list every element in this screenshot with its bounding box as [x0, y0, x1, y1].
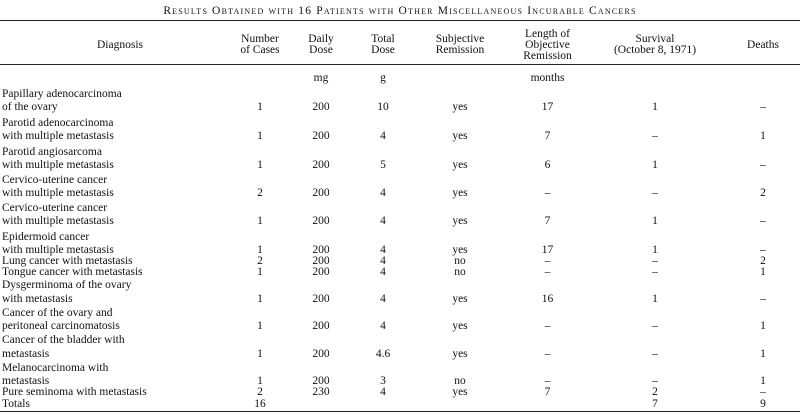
- header-rule: [0, 64, 800, 65]
- cell-subjective: yes: [452, 215, 468, 227]
- header-deaths: Deaths: [747, 39, 779, 51]
- cell-total-dose: 4: [380, 255, 386, 267]
- table-row: [0, 117, 800, 129]
- cell-length: 17: [541, 244, 554, 256]
- header-cases: [230, 34, 290, 56]
- cell-total-dose: 4: [380, 215, 386, 227]
- cell-diagnosis: Lung cancer with metastasis: [2, 255, 133, 267]
- cell-total-dose: 4: [380, 386, 386, 398]
- cell-total-dose: 4: [380, 320, 386, 332]
- header-total-line2: Dose: [371, 44, 395, 56]
- cell-cases: 1: [257, 320, 263, 332]
- unit-daily: mg: [313, 72, 329, 84]
- cell-diagnosis: Melanocarcinoma with: [2, 362, 109, 374]
- cell-length: 16: [541, 293, 554, 305]
- cell-cases: 1: [257, 375, 263, 387]
- header-cases-line2: of Cases: [240, 44, 280, 56]
- table-row: [0, 293, 800, 305]
- cell-length: –: [544, 187, 551, 199]
- cell-diagnosis: Parotid adenocarcinoma: [2, 117, 114, 129]
- cell-deaths: –: [760, 159, 766, 171]
- cell-subjective: yes: [452, 293, 468, 305]
- cell-deaths: –: [760, 293, 766, 305]
- table-row: [0, 279, 800, 291]
- cell-diagnosis: of the ovary: [2, 101, 58, 113]
- cell-daily-dose: 200: [312, 293, 330, 305]
- cell-cases: 2: [257, 187, 263, 199]
- cell-survival: –: [652, 348, 658, 360]
- cell-subjective: no: [454, 375, 466, 387]
- cell-length: 7: [544, 130, 551, 142]
- cell-subjective: yes: [452, 348, 468, 360]
- cell-daily-dose: 200: [312, 215, 330, 227]
- cell-cases: 2: [257, 386, 263, 398]
- cell-cases: 1: [257, 215, 263, 227]
- cell-subjective: yes: [452, 386, 468, 398]
- header-len-line2: Objective: [525, 39, 570, 51]
- cell-diagnosis: Totals: [2, 398, 30, 410]
- cell-total-dose: 3: [380, 375, 386, 387]
- header-daily-line2: Dose: [309, 44, 333, 56]
- table-row: [0, 266, 800, 278]
- cell-diagnosis: Cancer of the ovary and: [2, 307, 113, 319]
- cell-cases: 1: [257, 130, 263, 142]
- top-rule: [0, 20, 800, 21]
- cell-survival: –: [652, 320, 658, 332]
- cell-total-dose: 4: [380, 187, 386, 199]
- cell-total-dose: 4: [380, 293, 386, 305]
- header-daily-dose: [296, 34, 346, 56]
- cell-daily-dose: 230: [312, 386, 330, 398]
- cell-survival: –: [652, 375, 658, 387]
- header-len-line3: Remission: [523, 50, 572, 62]
- totals-row: [0, 398, 800, 410]
- cell-deaths: –: [760, 386, 766, 398]
- cell-diagnosis: Parotid angiosarcoma: [2, 146, 102, 158]
- table-row: [0, 146, 800, 158]
- unit-total: g: [380, 72, 386, 84]
- header-total-line1: Total: [371, 33, 395, 45]
- cell-deaths: –: [760, 244, 766, 256]
- table-row: [0, 101, 800, 113]
- table-row: [0, 174, 800, 186]
- cell-length: –: [544, 320, 551, 332]
- cell-diagnosis: Cervico-uterine cancer: [2, 202, 108, 214]
- cell-subjective: yes: [452, 187, 468, 199]
- cell-total-dose: 5: [380, 159, 386, 171]
- cell-daily-dose: 200: [312, 130, 330, 142]
- cell-daily-dose: 200: [312, 375, 330, 387]
- cell-diagnosis: with multiple metastasis: [2, 130, 114, 142]
- cell-subjective: yes: [452, 244, 468, 256]
- cell-subjective: yes: [452, 159, 468, 171]
- cell-survival: 1: [652, 101, 658, 113]
- cell-length: –: [544, 348, 551, 360]
- cell-survival: –: [652, 187, 658, 199]
- table-row: [0, 231, 800, 243]
- cell-diagnosis: with metastasis: [2, 293, 73, 305]
- cell-survival: –: [652, 255, 658, 267]
- header-cases-line1: Number: [241, 33, 279, 45]
- cell-survival: 2: [652, 386, 658, 398]
- cell-length: 7: [544, 386, 551, 398]
- header-length-objective-remission: [505, 29, 590, 62]
- table-title: Results Obtained with 16 Patients with Other Miscellaneous Incurable Cancers: [163, 5, 637, 17]
- table-row: [0, 202, 800, 214]
- cell-deaths: 9: [760, 398, 766, 410]
- cell-cases: 1: [257, 293, 263, 305]
- cell-total-dose: 4.6: [375, 348, 391, 360]
- table-row: [0, 159, 800, 171]
- cell-total-dose: 4: [380, 130, 386, 142]
- header-survival: [600, 34, 710, 56]
- cell-cases: 1: [257, 266, 263, 278]
- cell-diagnosis: with multiple metastasis: [2, 215, 114, 227]
- cell-daily-dose: 200: [312, 320, 330, 332]
- cell-total-dose: 10: [377, 101, 389, 113]
- cell-deaths: 2: [760, 255, 766, 267]
- cell-deaths: 1: [760, 348, 766, 360]
- table-row: [0, 215, 800, 227]
- table-row: [0, 334, 800, 346]
- cell-deaths: 1: [760, 375, 766, 387]
- cell-diagnosis: with multiple metastasis: [2, 244, 114, 256]
- cell-subjective: yes: [452, 101, 468, 113]
- cell-length: –: [544, 266, 551, 278]
- table-row: [0, 130, 800, 142]
- cell-cases: 1: [257, 159, 263, 171]
- cell-deaths: –: [760, 215, 766, 227]
- cell-length: –: [544, 375, 551, 387]
- cell-cases: 1: [257, 348, 263, 360]
- cell-daily-dose: 200: [312, 244, 330, 256]
- cell-subjective: yes: [452, 320, 468, 332]
- cell-deaths: 1: [760, 130, 766, 142]
- cell-diagnosis: metastasis: [2, 375, 50, 387]
- cell-diagnosis: with multiple metastasis: [2, 187, 114, 199]
- header-subj-line2: Remission: [435, 44, 485, 56]
- table-row: [0, 348, 800, 360]
- cell-daily-dose: 200: [312, 266, 330, 278]
- cell-survival: –: [652, 266, 658, 278]
- header-total-dose: [358, 34, 408, 56]
- cell-daily-dose: 200: [312, 348, 330, 360]
- header-diagnosis: Diagnosis: [97, 39, 143, 51]
- cell-deaths: 1: [760, 266, 766, 278]
- cell-daily-dose: 200: [312, 101, 330, 113]
- cell-survival: 1: [652, 244, 658, 256]
- table-row: [0, 187, 800, 199]
- cell-diagnosis: metastasis: [2, 348, 50, 360]
- header-subj-line1: Subjective: [435, 33, 485, 45]
- cell-diagnosis: Pure seminoma with metastasis: [2, 386, 147, 398]
- cell-diagnosis: with multiple metastasis: [2, 159, 114, 171]
- cell-cases: 1: [257, 101, 263, 113]
- unit-length: months: [530, 72, 565, 84]
- table-row: [0, 362, 800, 374]
- cell-survival: 1: [652, 159, 658, 171]
- header-daily-line1: Daily: [308, 33, 334, 45]
- cell-diagnosis: Papillary adenocarcinoma: [2, 88, 122, 100]
- cell-survival: 1: [652, 215, 658, 227]
- table-row: [0, 307, 800, 319]
- cell-total-dose: 4: [380, 244, 386, 256]
- table-row: [0, 320, 800, 332]
- cell-cases: 16: [254, 398, 266, 410]
- cell-survival: 7: [652, 398, 658, 410]
- cell-subjective: no: [454, 255, 466, 267]
- cell-subjective: no: [454, 266, 466, 278]
- header-len-line1: Length of: [524, 28, 571, 40]
- cell-length: 17: [541, 101, 554, 113]
- cell-survival: 1: [652, 293, 658, 305]
- cell-deaths: –: [760, 101, 766, 113]
- bottom-rule: [0, 411, 800, 412]
- cell-length: 7: [544, 215, 551, 227]
- header-surv-line1: Survival: [635, 33, 675, 45]
- cell-diagnosis: peritoneal carcinomatosis: [2, 320, 120, 332]
- cell-diagnosis: Dysgerminoma of the ovary: [2, 279, 132, 291]
- cell-daily-dose: 200: [312, 159, 330, 171]
- table-row: [0, 88, 800, 100]
- cell-diagnosis: Cancer of the bladder with: [2, 334, 125, 346]
- cell-length: 6: [544, 159, 551, 171]
- cell-diagnosis: Cervico-uterine cancer: [2, 174, 108, 186]
- cell-deaths: 2: [760, 187, 766, 199]
- cell-cases: 1: [257, 244, 263, 256]
- header-surv-line2: (October 8, 1971): [613, 44, 697, 56]
- cell-survival: –: [652, 130, 658, 142]
- table-row: [0, 386, 800, 398]
- cell-deaths: 1: [760, 320, 766, 332]
- cell-daily-dose: 200: [312, 255, 330, 267]
- cell-length: –: [544, 255, 551, 267]
- cell-cases: 2: [257, 255, 263, 267]
- header-subjective-remission: [425, 34, 495, 56]
- cell-diagnosis: Tongue cancer with metastasis: [2, 266, 143, 278]
- cell-total-dose: 4: [380, 266, 386, 278]
- cell-subjective: yes: [452, 130, 468, 142]
- cell-daily-dose: 200: [312, 187, 330, 199]
- cell-diagnosis: Epidermoid cancer: [2, 231, 90, 243]
